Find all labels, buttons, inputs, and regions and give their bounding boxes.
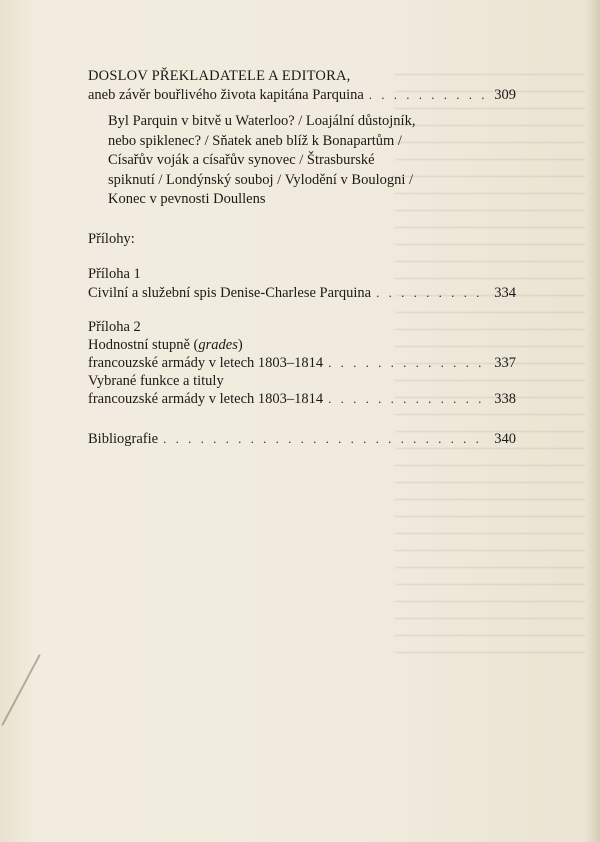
afterword-subtitle: aneb závěr bouřlivého života kapitána Parquina bbox=[88, 86, 364, 103]
appendix-title: Civilní a služební spis Denise-Charlese Parquina bbox=[88, 284, 372, 301]
page-edge-shadow bbox=[586, 0, 600, 842]
appendix-item-title: Hodnostní stupně (grades) bbox=[88, 336, 243, 353]
page-number: 337 bbox=[494, 355, 516, 371]
leader-dots bbox=[328, 354, 489, 372]
toc-entry-afterword bbox=[88, 68, 516, 210]
bibliography-title: Bibliografie bbox=[88, 430, 159, 447]
toc-entry-bibliography bbox=[88, 430, 516, 449]
appendix-item-title: francouzské armády v letech 1803–1814 bbox=[88, 355, 324, 371]
toc-entry-appendix-1 bbox=[88, 266, 516, 302]
appendix-label: Příloha 2 bbox=[88, 319, 141, 335]
page-number: 334 bbox=[494, 284, 516, 301]
appendix-label: Příloha 1 bbox=[88, 266, 141, 282]
leader-dots bbox=[376, 284, 489, 302]
topic-line: Byl Parquin v bitvě u Waterloo? / Loajální důstojník, bbox=[108, 113, 416, 129]
appendices-heading: Přílohy: bbox=[88, 230, 135, 247]
stray-mark bbox=[1, 654, 40, 726]
topic-line: nebo spiklenec? / Sňatek aneb blíž k Bonapartům / bbox=[108, 132, 402, 149]
afterword-title: DOSLOV PŘEKLADATELE A EDITORA, bbox=[88, 68, 351, 84]
page-number: 340 bbox=[494, 430, 516, 447]
toc-entry-appendix-2 bbox=[88, 319, 516, 409]
table-of-contents bbox=[88, 68, 516, 448]
appendix-item-title: Vybrané funkce a tituly bbox=[88, 372, 224, 389]
leader-dots bbox=[328, 390, 489, 408]
leader-dots bbox=[163, 430, 489, 448]
topic-line: Konec v pevnosti Doullens bbox=[108, 191, 266, 207]
afterword-topics bbox=[88, 112, 516, 210]
page-number: 338 bbox=[494, 391, 516, 407]
appendix-item-title: francouzské armády v letech 1803–1814 bbox=[88, 391, 324, 407]
page-number: 309 bbox=[494, 86, 516, 103]
leader-dots bbox=[369, 86, 489, 104]
topic-line: Císařův voják a císařův synovec / Štrasburské bbox=[108, 152, 375, 168]
topic-line: spiknutí / Londýnský souboj / Vylodění v Boulogni / bbox=[108, 171, 414, 188]
